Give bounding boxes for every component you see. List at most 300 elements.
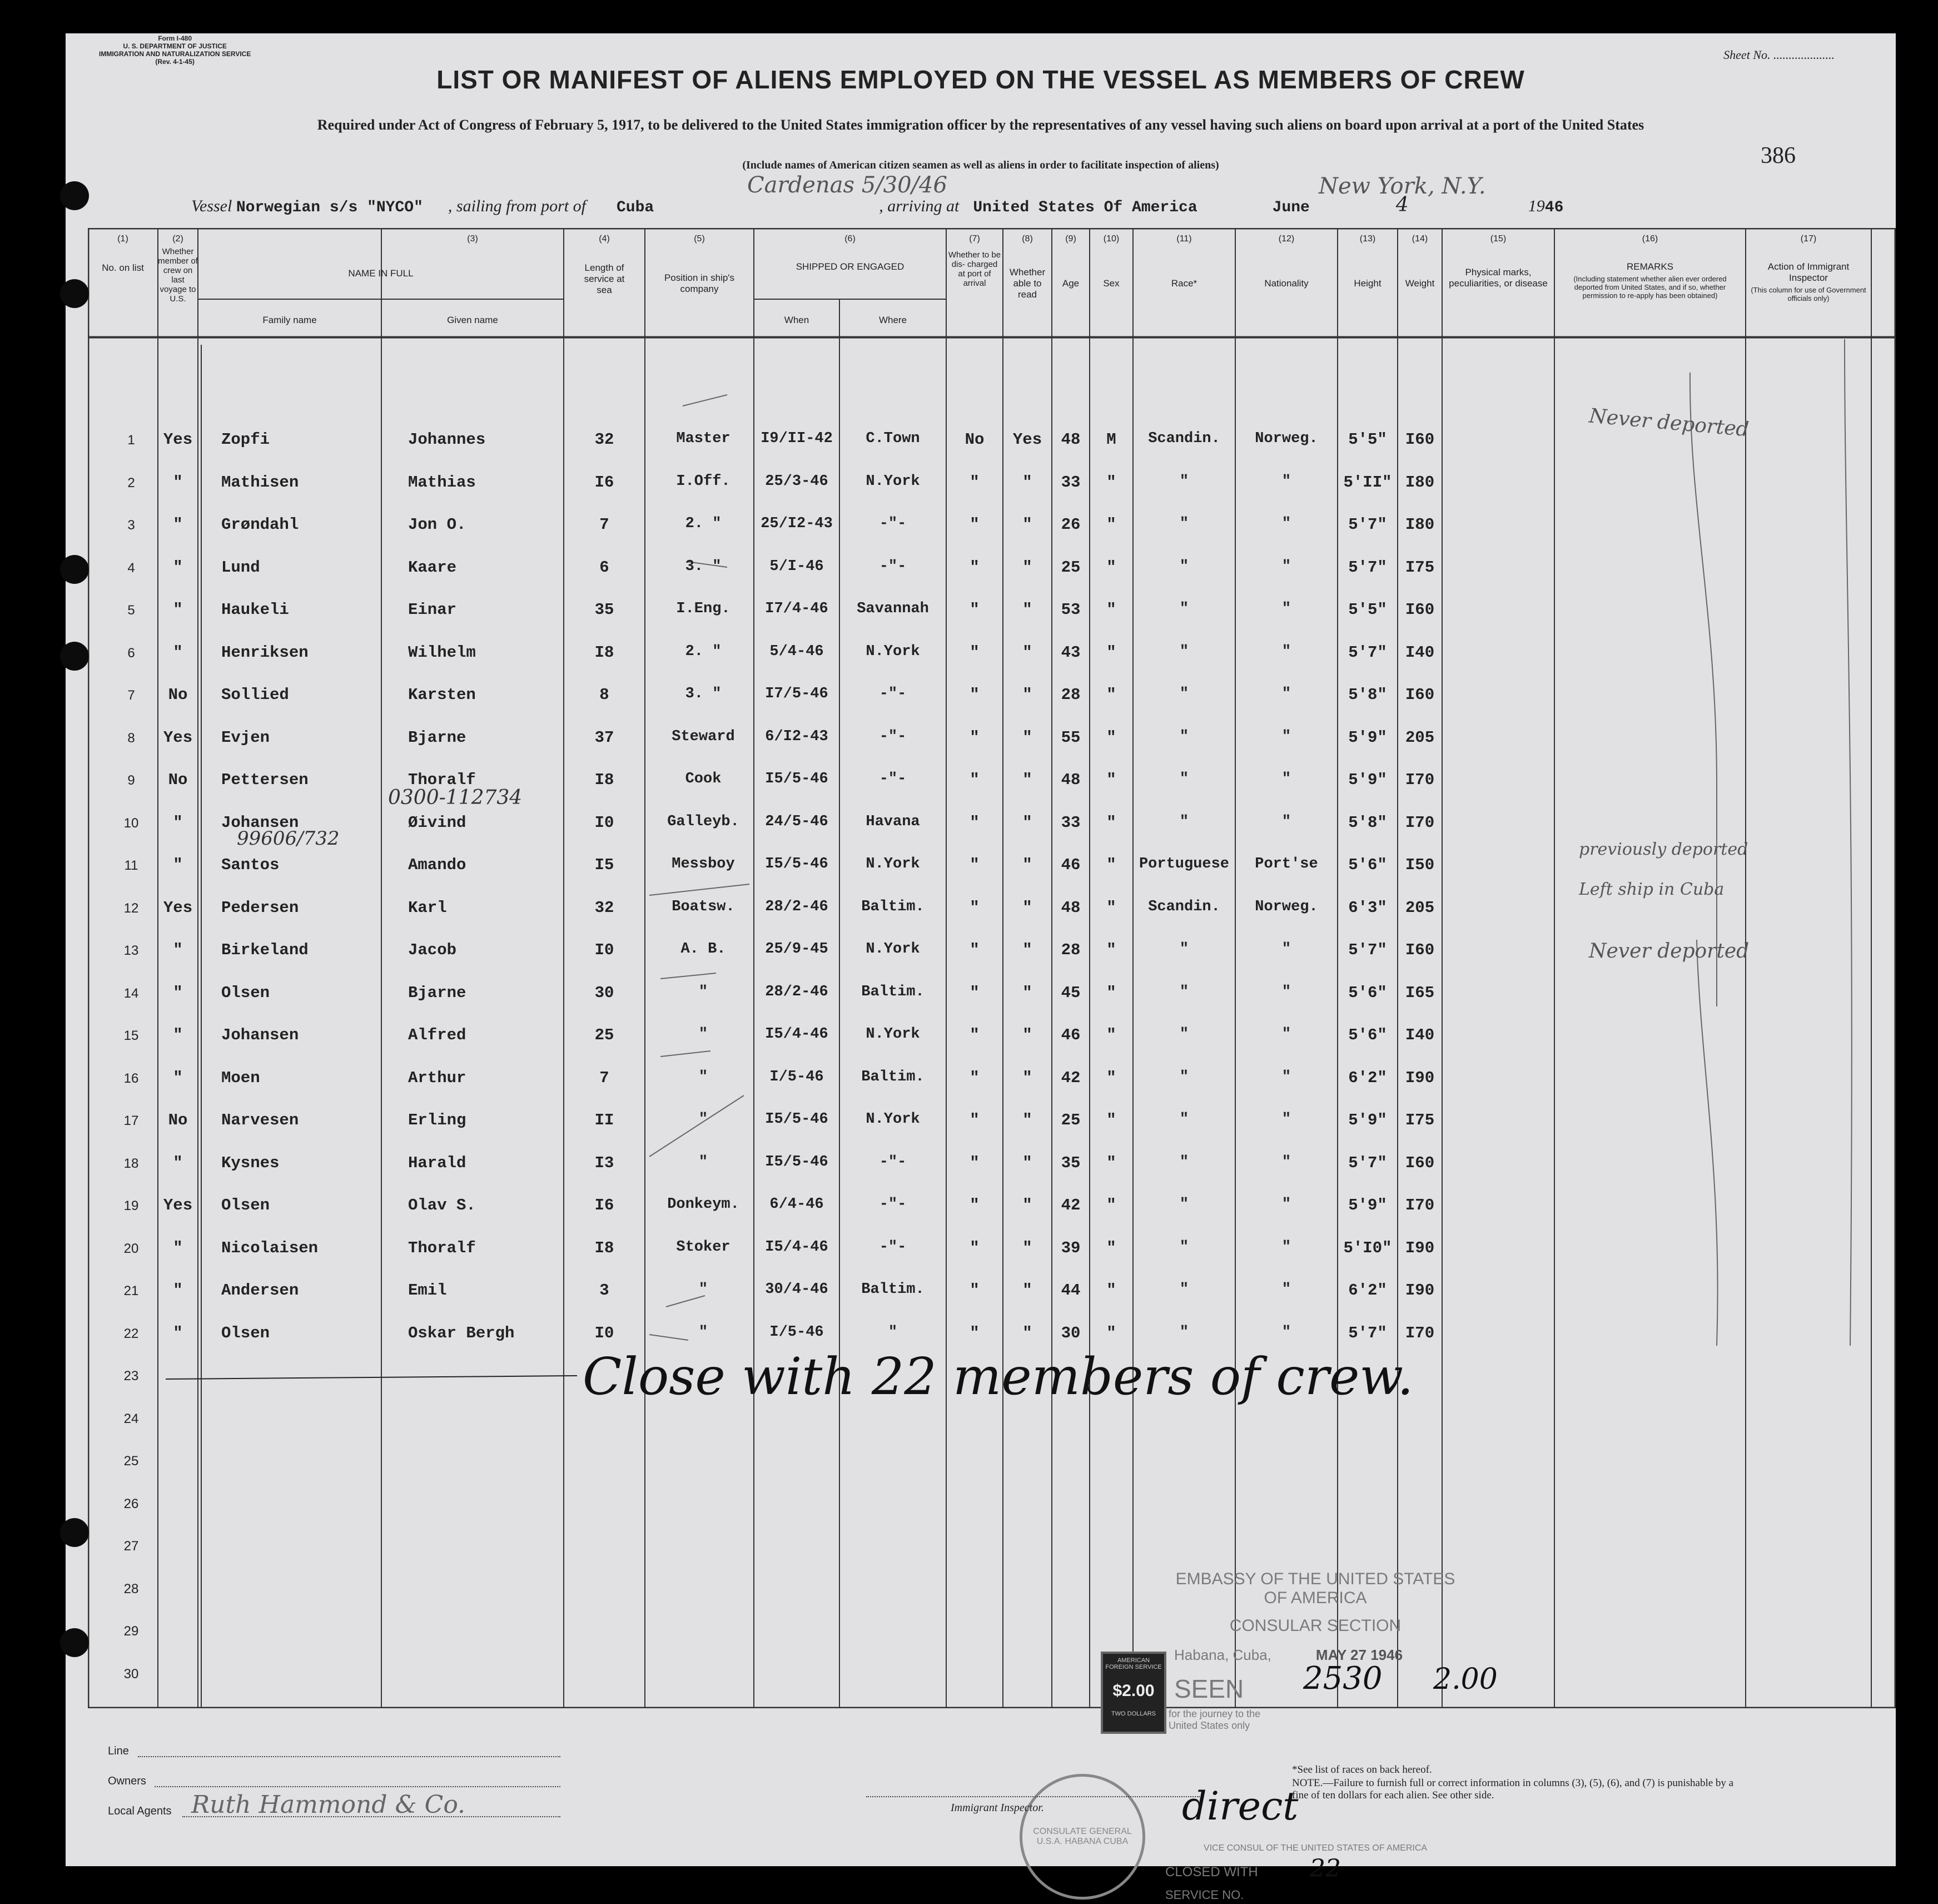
cell-sex: ": [1106, 1281, 1116, 1300]
cell-where: N.York: [866, 941, 920, 958]
cell-position: 3. ": [685, 558, 722, 575]
col17-number: (17): [1800, 234, 1817, 244]
cell-race: ": [1179, 1154, 1189, 1171]
cell-weight: I70: [1405, 1324, 1435, 1342]
cell-sex: ": [1106, 856, 1116, 874]
cell-family: Olsen: [221, 1324, 270, 1342]
cell-position: Galleyb.: [667, 814, 739, 830]
cell-read: ": [1022, 601, 1032, 619]
cell-service: I8: [594, 1239, 614, 1257]
cell-given: Kaare: [408, 558, 457, 577]
cell-prev: ": [173, 1154, 183, 1172]
cell-age: 42: [1061, 1069, 1081, 1087]
cell-read: ": [1022, 1196, 1032, 1214]
page-title: LIST OR MANIFEST OF ALIENS EMPLOYED ON THE VESSEL AS MEMBERS OF CREW: [436, 65, 1525, 94]
cell-read: ": [1022, 1324, 1032, 1342]
cell-race: ": [1179, 1239, 1189, 1256]
cell-family: Olsen: [221, 984, 270, 1002]
col10-number: (10): [1103, 234, 1120, 244]
cell-when: I5/5-46: [765, 771, 828, 787]
cell-read: ": [1022, 1026, 1032, 1044]
col3-given-header: Given name: [447, 315, 498, 325]
cell-service: 25: [594, 1026, 614, 1044]
cell-age: 26: [1061, 515, 1081, 534]
cell-when: I5/4-46: [765, 1026, 828, 1043]
cell-when: I/5-46: [769, 1324, 824, 1341]
cell-position: I.Off.: [676, 473, 731, 490]
row-number: 8: [127, 731, 135, 746]
col2-header: Whether member of crew on last voyage to U.S.: [158, 247, 198, 304]
cell-weight: I60: [1405, 430, 1435, 449]
cell-when: 6/4-46: [769, 1196, 824, 1213]
cell-when: 25/I2-43: [761, 515, 833, 532]
row-number: 10: [123, 816, 139, 831]
cell-where: -"-: [879, 771, 907, 787]
cell-race: ": [1179, 558, 1189, 575]
col6-when-header: When: [784, 315, 809, 325]
cell-sex: ": [1106, 1196, 1116, 1214]
sheet-number-label: Sheet No. ....................: [1723, 48, 1835, 62]
cell-family: Pettersen: [221, 771, 309, 789]
cell-when: 28/2-46: [765, 899, 828, 915]
cell-sex: ": [1106, 899, 1116, 917]
arrival-day: 4: [1395, 194, 1409, 216]
cell-disch: ": [970, 643, 980, 662]
cell-position: Donkeym.: [667, 1196, 739, 1213]
cell-weight: 205: [1405, 728, 1435, 747]
cell-race: ": [1179, 643, 1189, 660]
cell-race: ": [1179, 941, 1189, 958]
col16-note: (Including statement whether alien ever ordered deported from United States, and if so, whether permission to re-apply has been obtained): [1573, 275, 1727, 300]
cell-where: Baltim.: [861, 1069, 925, 1085]
cell-sex: ": [1106, 686, 1116, 704]
cell-read: ": [1022, 473, 1032, 492]
cell-position: ": [698, 984, 708, 1000]
col6-header: SHIPPED OR ENGAGED: [796, 261, 905, 272]
form-identifier: [99, 34, 251, 66]
cell-height: 5'I0": [1343, 1239, 1392, 1257]
cell-weight: I60: [1405, 941, 1435, 959]
cell-disch: ": [970, 1111, 980, 1129]
cell-prev: ": [173, 558, 183, 577]
cell-family: Lund: [221, 558, 260, 577]
cell-nat: ": [1281, 1111, 1291, 1128]
cell-height: 5'8": [1348, 814, 1387, 832]
arriving-handwritten: New York, N.Y.: [1319, 173, 1486, 199]
cell-age: 28: [1061, 941, 1081, 959]
footer-agents-label: Local Agents: [108, 1805, 172, 1817]
cell-disch: ": [970, 941, 980, 959]
cell-when: 5/I-46: [769, 558, 824, 575]
cell-weight: I75: [1405, 1111, 1435, 1129]
binder-hole: [60, 555, 89, 584]
col10-header: Sex: [1103, 278, 1120, 289]
cell-weight: I60: [1405, 686, 1435, 704]
cell-height: 5'7": [1348, 558, 1387, 577]
vessel-label: Vessel: [191, 197, 232, 215]
cell-family: Birkeland: [221, 941, 309, 959]
cell-weight: I60: [1405, 1154, 1435, 1172]
cell-position: Steward: [672, 728, 735, 745]
cell-prev: ": [173, 1324, 183, 1342]
cell-service: I0: [594, 814, 614, 832]
cell-height: 5'6": [1348, 856, 1387, 874]
row-number: 20: [123, 1241, 139, 1256]
row-number: 12: [123, 901, 139, 916]
cell-nat: ": [1281, 1324, 1291, 1341]
cell-where: ": [888, 1324, 898, 1341]
cell-nat: ": [1281, 1281, 1291, 1298]
binder-hole: [60, 181, 89, 210]
cell-race: ": [1179, 1069, 1189, 1085]
consular-city: Habana, Cuba,: [1174, 1647, 1271, 1663]
row-number: 19: [123, 1198, 139, 1213]
consular-stamp: [1160, 1565, 1471, 1902]
cell-prev: ": [173, 643, 183, 662]
signature-handwriting: direct: [1182, 1783, 1299, 1829]
cell-prev: ": [173, 814, 183, 832]
col15-number: (15): [1490, 234, 1507, 244]
col12-header: Nationality: [1264, 278, 1309, 289]
cell-read: ": [1022, 941, 1032, 959]
cell-given: Johannes: [408, 430, 486, 449]
col1-header: No. on list: [102, 262, 144, 273]
cell-read: ": [1022, 1154, 1032, 1172]
cell-given: Oskar Bergh: [408, 1324, 515, 1342]
row-number: 28: [123, 1581, 139, 1596]
cell-weight: I65: [1405, 984, 1435, 1002]
binder-hole: [60, 642, 89, 671]
cell-height: 5'5": [1348, 601, 1387, 619]
cell-age: 44: [1061, 1281, 1081, 1300]
cell-race: Scandin.: [1148, 430, 1220, 447]
cell-when: I5/5-46: [765, 856, 828, 872]
row-number: 17: [123, 1113, 139, 1128]
cell-sex: ": [1106, 941, 1116, 959]
manifest-page: [66, 33, 1896, 1902]
cell-weight: I70: [1405, 1196, 1435, 1214]
cell-read: ": [1022, 814, 1032, 832]
cell-sex: ": [1106, 1324, 1116, 1342]
col14-number: (14): [1412, 234, 1428, 244]
cell-given: Karl: [408, 899, 447, 917]
col12-number: (12): [1278, 234, 1295, 244]
col9-header: Age: [1062, 278, 1080, 289]
cell-disch: ": [970, 856, 980, 874]
row-number: 7: [127, 688, 135, 703]
row-number: 30: [123, 1667, 139, 1682]
arrival-month: June: [1272, 199, 1310, 216]
cell-service: I6: [594, 1196, 614, 1214]
closed-count-handwritten: 22: [1310, 1855, 1341, 1883]
cell-service: 6: [599, 558, 609, 577]
cell-nat: ": [1281, 1239, 1291, 1256]
cell-sex: ": [1106, 814, 1116, 832]
cell-position: ": [698, 1324, 708, 1341]
cell-disch: ": [970, 1026, 980, 1044]
row-number: 22: [123, 1326, 139, 1341]
table-rules: [88, 228, 1896, 1708]
col7-header: Whether to be dis- charged at port of arrival: [948, 250, 1001, 288]
cell-disch: ": [970, 473, 980, 492]
cell-when: I5/4-46: [765, 1239, 828, 1256]
remarks-handwritten-2: Never deported: [1589, 940, 1750, 963]
cell-prev: ": [173, 473, 183, 492]
cell-given: Thoralf: [408, 771, 476, 789]
cell-age: 33: [1061, 473, 1081, 492]
cell-nat: ": [1281, 1069, 1291, 1085]
cell-weight: I70: [1405, 771, 1435, 789]
cell-read: ": [1022, 984, 1032, 1002]
remarks-handwritten-4: Left ship in Cuba: [1579, 880, 1725, 899]
cell-race: ": [1179, 1111, 1189, 1128]
remarks-handwritten-1: Never deported: [1588, 404, 1750, 442]
close-handwritten-line: Close with 22 members of crew.: [583, 1347, 1414, 1406]
cell-age: 48: [1061, 899, 1081, 917]
cell-where: -"-: [879, 686, 907, 702]
row-number: 3: [127, 518, 135, 533]
cell-read: ": [1022, 771, 1032, 789]
cell-when: I5/5-46: [765, 1154, 828, 1171]
cell-disch: ": [970, 1281, 980, 1300]
cell-height: 5'7": [1348, 1324, 1387, 1342]
row-number: 24: [123, 1411, 139, 1426]
vessel-name: Norwegian s/s "NYCO": [236, 199, 423, 216]
form-number: Form I-480: [158, 34, 192, 42]
cell-sex: ": [1106, 728, 1116, 747]
cell-where: N.York: [866, 473, 920, 490]
cell-read: ": [1022, 515, 1032, 534]
cell-given: Erling: [408, 1111, 466, 1129]
cell-family: Zopfi: [221, 430, 270, 449]
vessel-line: [191, 194, 1563, 216]
cell-where: Baltim.: [861, 899, 925, 915]
cell-disch: ": [970, 1239, 980, 1257]
cell-family: Moen: [221, 1069, 260, 1087]
cell-nat: ": [1281, 515, 1291, 532]
footer-agents-handwritten: Ruth Hammond & Co.: [191, 1791, 466, 1819]
footer-inspector-label: Immigrant Inspector.: [951, 1802, 1044, 1814]
row-number: 6: [127, 646, 135, 661]
cell-weight: I40: [1405, 643, 1435, 662]
final-number-handwritten: 2530: [1303, 1660, 1383, 1697]
cell-when: 30/4-46: [765, 1281, 828, 1298]
cell-service: 32: [594, 899, 614, 917]
cell-age: 53: [1061, 601, 1081, 619]
cell-height: 5'5": [1348, 430, 1387, 449]
cell-where: -"-: [879, 1239, 907, 1256]
cell-nat: ": [1281, 643, 1291, 660]
row-number: 26: [123, 1496, 139, 1511]
cell-when: I7/4-46: [765, 601, 828, 617]
cell-service: I3: [594, 1154, 614, 1172]
cell-service: 7: [599, 1069, 609, 1087]
cell-age: 55: [1061, 728, 1081, 747]
cell-when: 5/4-46: [769, 643, 824, 660]
cell-age: 48: [1061, 771, 1081, 789]
cell-when: 25/9-45: [765, 941, 828, 958]
cell-prev: ": [173, 984, 183, 1002]
seal-text: CONSULATE GENERAL U.S.A. HABANA CUBA: [1033, 1827, 1132, 1846]
cell-nat: ": [1281, 1026, 1291, 1043]
form-service: IMMIGRATION AND NATURALIZATION SERVICE: [99, 50, 251, 58]
cell-position: 2. ": [685, 515, 722, 532]
cell-position: Stoker: [676, 1239, 731, 1256]
cell-given: Emil: [408, 1281, 447, 1300]
cell-disch: ": [970, 1324, 980, 1342]
cell-family: Olsen: [221, 1196, 270, 1214]
cell-family: Andersen: [221, 1281, 299, 1300]
cell-family: Sollied: [221, 686, 289, 704]
port-handwritten: Cardenas 5/30/46: [747, 172, 947, 198]
binder-hole: [60, 1628, 89, 1657]
col1-number: (1): [117, 234, 128, 244]
cell-read: ": [1022, 899, 1032, 917]
row-number: 16: [123, 1071, 139, 1086]
cell-service: I6: [594, 473, 614, 492]
cell-nat: Norweg.: [1255, 899, 1318, 915]
consular-vice: VICE CONSUL OF THE UNITED STATES OF AMERICA: [1203, 1843, 1428, 1853]
col11-number: (11): [1176, 234, 1192, 244]
cell-disch: ": [970, 899, 980, 917]
cell-read: ": [1022, 728, 1032, 747]
cell-family: Kysnes: [221, 1154, 280, 1172]
cell-where: Baltim.: [861, 1281, 925, 1298]
cell-family: Narvesen: [221, 1111, 299, 1129]
cell-given: Einar: [408, 601, 457, 619]
cell-position: Cook: [685, 771, 722, 787]
row-number: 14: [123, 986, 139, 1001]
cell-service: 35: [594, 601, 614, 619]
footer-note: [1292, 1777, 1737, 1802]
cell-race: ": [1179, 686, 1189, 702]
cell-weight: I70: [1405, 814, 1435, 832]
cell-service: 7: [599, 515, 609, 534]
cell-read: ": [1022, 1239, 1032, 1257]
cell-where: Savannah: [857, 601, 929, 617]
revenue-stamp-value: $2.00: [1112, 1682, 1155, 1700]
col16-number: (16): [1642, 234, 1658, 244]
cell-disch: ": [970, 984, 980, 1002]
cell-where: Baltim.: [861, 984, 925, 1000]
cell-nat: ": [1281, 1196, 1291, 1213]
cell-prev: ": [173, 1026, 183, 1044]
cell-when: 6/I2-43: [765, 728, 828, 745]
cell-read: ": [1022, 1111, 1032, 1129]
cell-when: 24/5-46: [765, 814, 828, 830]
cell-position: A. B.: [680, 941, 726, 958]
binder-hole: [60, 279, 89, 308]
col5-header: Position in ship's company: [664, 272, 735, 294]
cell-race: ": [1179, 984, 1189, 1000]
cell-where: Havana: [866, 814, 920, 830]
cell-where: -"-: [879, 728, 907, 745]
col4-header: Length of service at sea: [584, 262, 625, 295]
cell-age: 25: [1061, 558, 1081, 577]
cell-race: ": [1179, 1196, 1189, 1213]
consular-seen-note1: for the journey to the: [1169, 1708, 1261, 1719]
revenue-stamp-bottom: TWO DOLLARS: [1111, 1710, 1156, 1717]
cell-prev: ": [173, 856, 183, 874]
cell-weight: I60: [1405, 601, 1435, 619]
footer-line-label: Line: [108, 1745, 129, 1757]
row-number: 11: [124, 858, 138, 873]
cell-read: ": [1022, 643, 1032, 662]
cell-height: 6'2": [1348, 1069, 1387, 1087]
cell-race: Portuguese: [1139, 856, 1230, 872]
cell-sex: ": [1106, 1069, 1116, 1087]
row-number: 27: [123, 1539, 139, 1554]
cell-nat: Norweg.: [1255, 430, 1318, 447]
cell-prev: Yes: [163, 430, 193, 449]
cell-age: 30: [1061, 1324, 1081, 1342]
cell-when: 25/3-46: [765, 473, 828, 490]
arriving-port: United States Of America: [973, 199, 1197, 216]
cell-read: ": [1022, 1069, 1032, 1087]
cell-disch: ": [970, 558, 980, 577]
cell-service: 30: [594, 984, 614, 1002]
col4-number: (4): [599, 234, 610, 244]
cell-position: Master: [676, 430, 731, 447]
col13-header: Height: [1354, 278, 1382, 289]
consular-line2: OF AMERICA: [1264, 1589, 1367, 1607]
cell-given: Harald: [408, 1154, 466, 1172]
cell-sex: ": [1106, 558, 1116, 577]
cell-position: 2. ": [685, 643, 722, 660]
cell-service: 37: [594, 728, 614, 747]
cell-age: 43: [1061, 643, 1081, 662]
cell-age: 48: [1061, 430, 1081, 449]
cell-race: ": [1179, 814, 1189, 830]
consular-line3: CONSULAR SECTION: [1229, 1617, 1402, 1635]
cell-when: 28/2-46: [765, 984, 828, 1000]
cell-disch: ": [970, 515, 980, 534]
cell-race: ": [1179, 1026, 1189, 1043]
row-number: 5: [127, 603, 135, 618]
col2-number: (2): [172, 234, 183, 244]
cell-race: ": [1179, 1281, 1189, 1298]
cell-position: ": [698, 1026, 708, 1043]
cell-nat: ": [1281, 558, 1291, 575]
cell-given: Amando: [408, 856, 466, 874]
cell-given: Olav S.: [408, 1196, 476, 1214]
footer-owners-rule: [155, 1786, 560, 1787]
consular-service-no: SERVICE NO.: [1165, 1888, 1244, 1902]
cell-given: Karsten: [408, 686, 476, 704]
cell-prev: ": [173, 1069, 183, 1087]
col6-where-header: Where: [878, 315, 907, 325]
consular-seen-note2: United States only: [1169, 1720, 1250, 1731]
cell-sex: ": [1106, 1026, 1116, 1044]
cell-age: 33: [1061, 814, 1081, 832]
col17-header: Action of Immigrant Inspector: [1767, 261, 1850, 283]
cell-position: ": [698, 1069, 708, 1085]
revenue-stamp: [1101, 1652, 1166, 1734]
row-number: 18: [123, 1156, 139, 1171]
cell-age: 46: [1061, 1026, 1081, 1044]
cell-sex: ": [1106, 771, 1116, 789]
cell-position: ": [698, 1281, 708, 1298]
row10-handwritten-number-b: 99606/732: [237, 827, 340, 850]
cell-sex: ": [1106, 473, 1116, 492]
cell-where: -"-: [879, 1196, 907, 1213]
remarks-handwritten-3: previously deported: [1579, 840, 1748, 859]
cell-age: 39: [1061, 1239, 1081, 1257]
consular-closed-with: CLOSED WITH: [1165, 1865, 1258, 1880]
cell-height: 5'9": [1348, 1111, 1387, 1129]
row-number: 25: [123, 1454, 139, 1469]
cell-service: I0: [594, 1324, 614, 1342]
